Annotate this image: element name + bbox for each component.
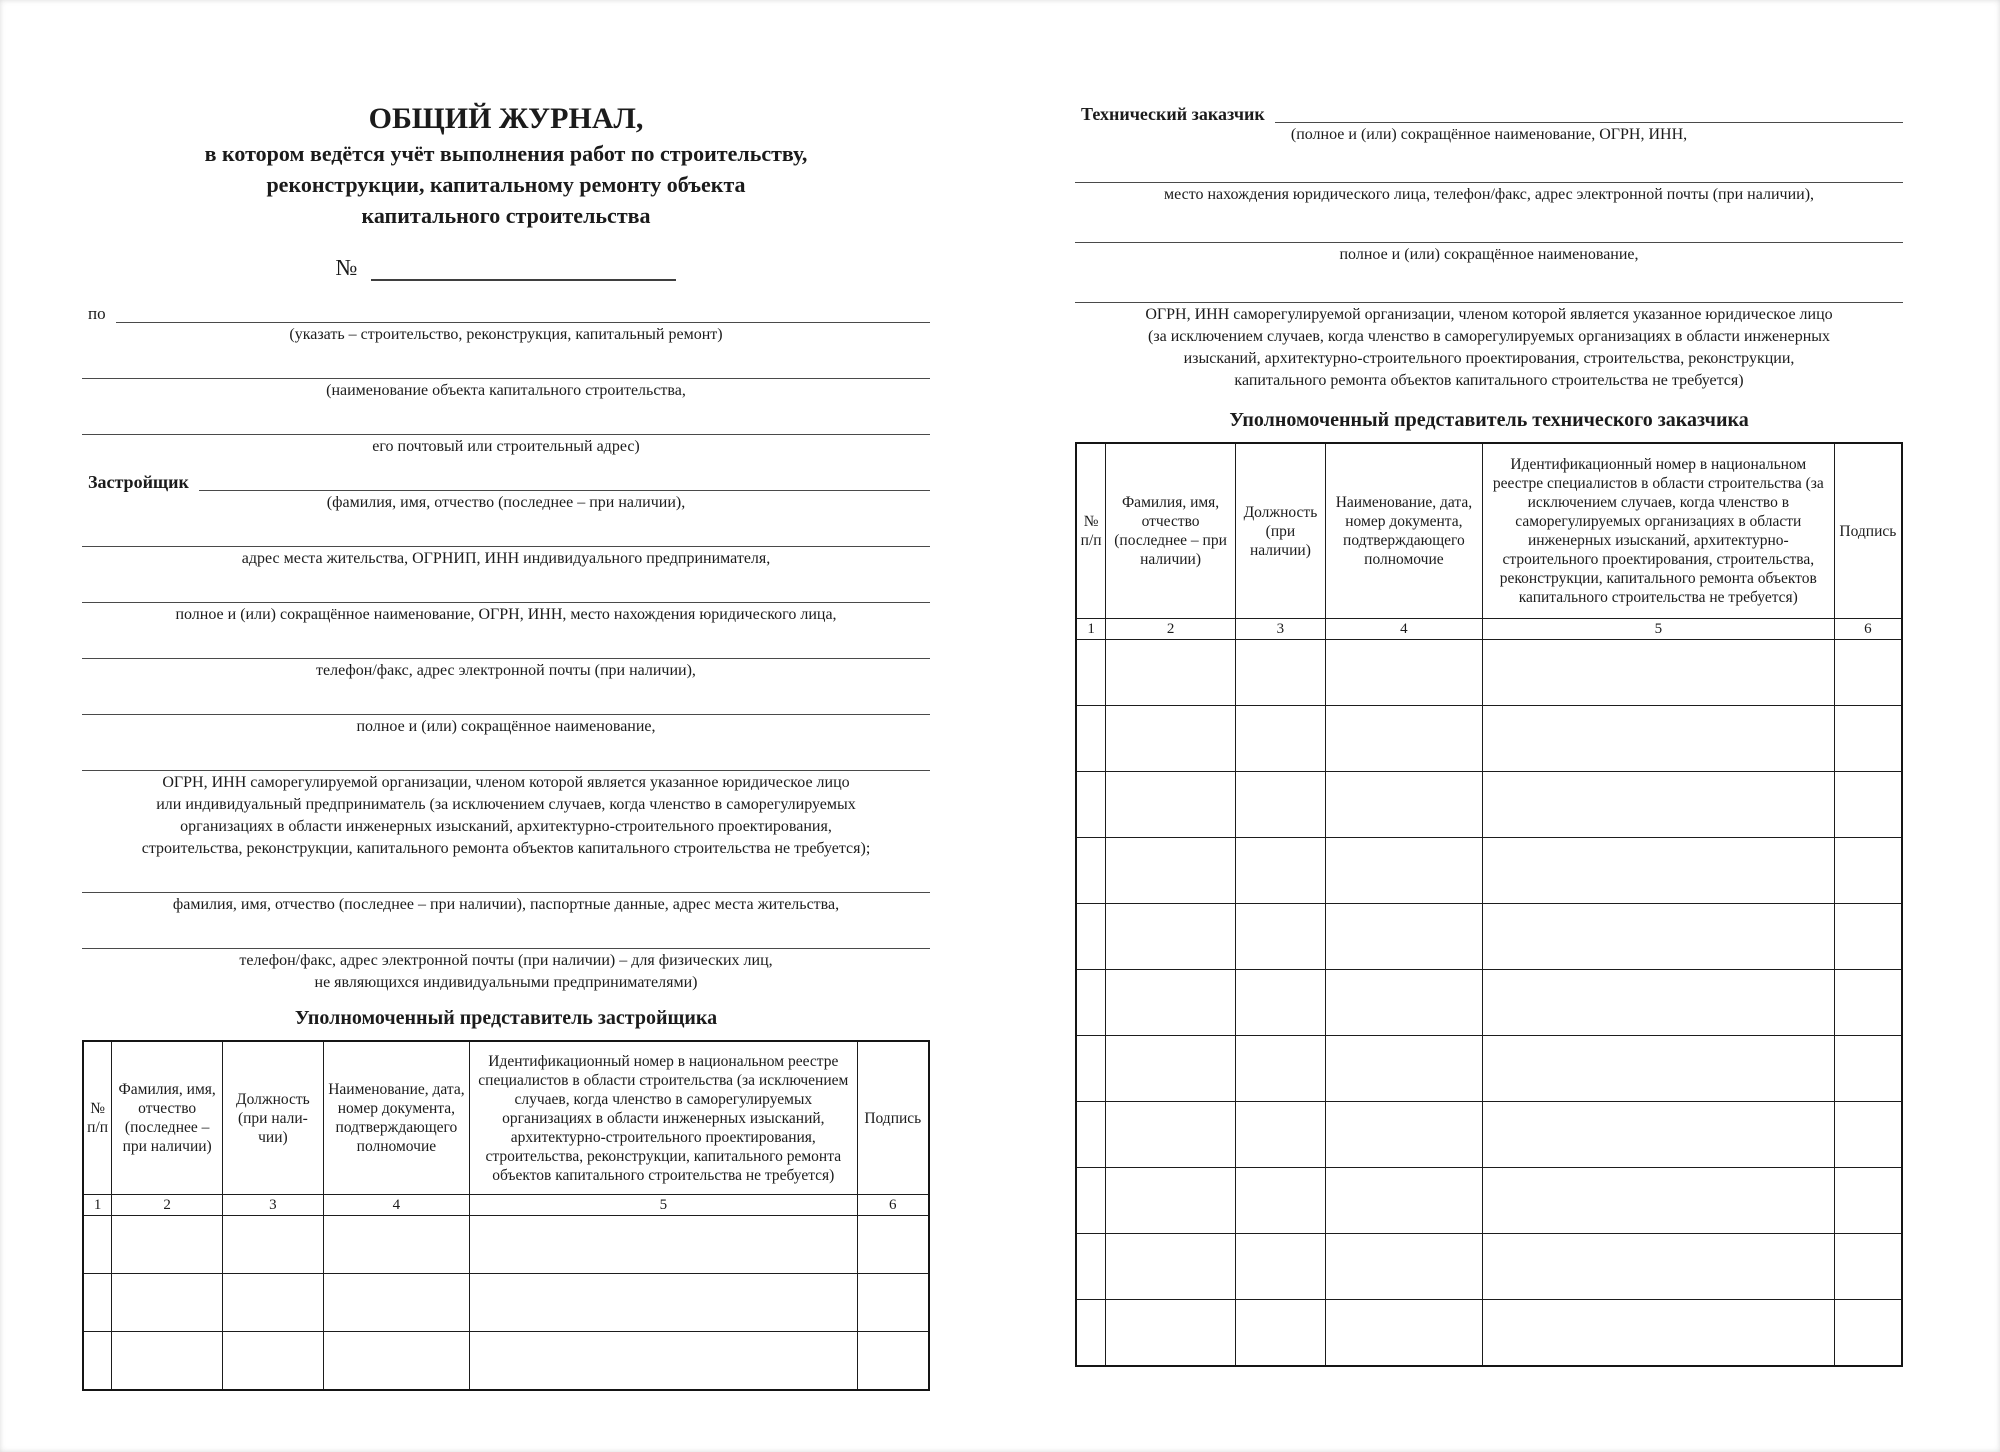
empty-cell[interactable] xyxy=(83,1274,112,1332)
empty-cell[interactable] xyxy=(1325,838,1482,904)
empty-cell[interactable] xyxy=(1235,1036,1325,1102)
empty-cell[interactable] xyxy=(1834,904,1902,970)
empty-cell[interactable] xyxy=(1482,1234,1834,1300)
empty-cell[interactable] xyxy=(1325,706,1482,772)
empty-cell[interactable] xyxy=(1235,904,1325,970)
column-number-cell: 2 xyxy=(112,1195,223,1216)
column-number-cell: 5 xyxy=(1482,619,1834,640)
empty-cell[interactable] xyxy=(112,1216,223,1274)
blank-line[interactable] xyxy=(1075,164,1903,183)
form-field xyxy=(82,359,930,401)
table-row xyxy=(1076,640,1902,706)
empty-cell[interactable] xyxy=(1834,1168,1902,1234)
empty-cell[interactable] xyxy=(1106,772,1236,838)
empty-cell[interactable] xyxy=(1834,1036,1902,1102)
field-caption: ОГРН, ИНН саморегулируемой организации, членом которой является указанное юридическое лицо xyxy=(1145,306,1833,323)
page-left xyxy=(82,100,930,1391)
blank-line[interactable] xyxy=(199,472,930,491)
empty-cell[interactable] xyxy=(1235,640,1325,706)
empty-cell[interactable] xyxy=(223,1274,324,1332)
field-caption: организациях в области инженерных изысканий, архитектурно-строительного проектирования, xyxy=(180,818,832,835)
empty-cell[interactable] xyxy=(1106,1102,1236,1168)
blank-line[interactable] xyxy=(82,528,930,547)
column-number-cell: 4 xyxy=(323,1195,469,1216)
blank-line[interactable] xyxy=(82,696,930,715)
blank-line[interactable] xyxy=(82,360,930,379)
form-field xyxy=(82,695,930,737)
field-caption: или индивидуальный предприниматель (за исключением случаев, когда членство в саморегулируемых xyxy=(156,796,856,813)
blank-line[interactable] xyxy=(1075,284,1903,303)
table-header-cell: Фамилия, имя, отчество (последнее – при наличии) xyxy=(1106,443,1236,619)
field-caption: не являющихся индивидуальными предпринимателями) xyxy=(314,974,698,991)
empty-cell[interactable] xyxy=(1834,706,1902,772)
representatives-heading: Уполномоченный представитель застройщика xyxy=(294,1007,718,1029)
table-header-cell: Идентификационный номер в национальном реестре специалистов в области строительства (за исключением случаев, когда членство в саморегулируемых организациях в области инженерных изысканий, архитектурно-строительного проектирования, строительства, реконструкции, капитального ремонта объектов капитального строительства не требуется) xyxy=(1482,443,1834,619)
journal-number-field xyxy=(82,249,930,281)
empty-cell[interactable] xyxy=(1076,1300,1106,1367)
field-label: Застройщик xyxy=(88,472,189,492)
field-caption: полное и (или) сокращённое наименование, xyxy=(1339,246,1639,263)
title-line: капитального строительства xyxy=(361,203,651,228)
empty-cell[interactable] xyxy=(323,1216,469,1274)
form-field xyxy=(82,873,930,915)
empty-cell[interactable] xyxy=(1482,1036,1834,1102)
empty-cell[interactable] xyxy=(1834,838,1902,904)
field-caption: его почтовый или строительный адрес) xyxy=(372,438,640,455)
field-caption: телефон/факс, адрес электронной почты (при наличии), xyxy=(316,662,696,679)
column-number-cell: 2 xyxy=(1106,619,1236,640)
empty-cell[interactable] xyxy=(857,1274,929,1332)
field-caption: телефон/факс, адрес электронной почты (при наличии) – для физических лиц, xyxy=(239,952,773,969)
empty-cell[interactable] xyxy=(1325,970,1482,1036)
table-row xyxy=(1076,970,1902,1036)
table-header-cell: Идентификационный номер в национальном реестре специалистов в области строительства (за исключением случаев, когда членство в саморегулируемых организациях в области инженерных изысканий, архитектурно-строительного проектирования, строительства, реконструкции, капитального ремонта объектов капитального строительства не требуется) xyxy=(470,1041,857,1195)
form-field xyxy=(82,415,930,457)
table-header-cell: Должность (при нали- чии) xyxy=(223,1041,324,1195)
form-field xyxy=(1075,283,1903,391)
empty-cell[interactable] xyxy=(1834,970,1902,1036)
empty-cell[interactable] xyxy=(1325,1234,1482,1300)
empty-cell[interactable] xyxy=(1235,1168,1325,1234)
field-caption: полное и (или) сокращённое наименование, xyxy=(356,718,656,735)
form-field xyxy=(1075,223,1903,265)
empty-cell[interactable] xyxy=(1325,772,1482,838)
column-number-cell: 6 xyxy=(857,1195,929,1216)
empty-cell[interactable] xyxy=(1106,970,1236,1036)
representatives-table-right xyxy=(1075,442,1903,1367)
field-caption: фамилия, имя, отчество (последнее – при наличии), паспортные данные, адрес места жительства, xyxy=(172,896,840,913)
field-caption: (фамилия, имя, отчество (последнее – при наличии), xyxy=(326,494,686,511)
field-label: Технический заказчик xyxy=(1081,104,1265,124)
blank-line[interactable] xyxy=(82,752,930,771)
field-caption: (за исключением случаев, когда членство в саморегулируемых организациях в области инженерных xyxy=(1147,328,1831,345)
empty-cell[interactable] xyxy=(323,1332,469,1391)
field-caption: (наименование объекта капитального строительства, xyxy=(326,382,686,399)
table-row xyxy=(1076,904,1902,970)
empty-cell[interactable] xyxy=(323,1274,469,1332)
numero-sign: № xyxy=(335,255,358,280)
form-field xyxy=(82,583,930,625)
form-field xyxy=(1075,103,1903,145)
empty-cell[interactable] xyxy=(1076,1234,1106,1300)
empty-cell[interactable] xyxy=(1106,706,1236,772)
form-field xyxy=(82,471,930,513)
table-header-cell: № п/п xyxy=(1076,443,1106,619)
table-row xyxy=(1076,1300,1902,1367)
field-caption: капитального ремонта объектов капитального строительства не требуется) xyxy=(1234,372,1744,389)
representatives-table-left xyxy=(82,1040,930,1391)
empty-cell[interactable] xyxy=(1076,1102,1106,1168)
blank-line[interactable] xyxy=(1075,224,1903,243)
table-header-cell: № п/п xyxy=(83,1041,112,1195)
empty-cell[interactable] xyxy=(1482,706,1834,772)
empty-cell[interactable] xyxy=(1325,640,1482,706)
table-row xyxy=(1076,1102,1902,1168)
table-row xyxy=(1076,772,1902,838)
table-header-cell: Подпись xyxy=(857,1041,929,1195)
empty-cell[interactable] xyxy=(1076,904,1106,970)
blank-line[interactable] xyxy=(82,640,930,659)
table-row xyxy=(1076,838,1902,904)
empty-cell[interactable] xyxy=(1482,1168,1834,1234)
form-field xyxy=(82,751,930,859)
form-field xyxy=(82,303,930,345)
empty-cell[interactable] xyxy=(1325,904,1482,970)
empty-cell[interactable] xyxy=(1325,1300,1482,1367)
field-caption: ОГРН, ИНН саморегулируемой организации, членом которой является указанное юридическое лицо xyxy=(162,774,850,791)
empty-cell[interactable] xyxy=(1235,838,1325,904)
table-row xyxy=(1076,1234,1902,1300)
blank-line[interactable] xyxy=(116,304,930,323)
table-header-cell: Наименование, дата, номер документа, подтверждающего полномочие xyxy=(323,1041,469,1195)
field-label: по xyxy=(88,304,106,323)
empty-cell[interactable] xyxy=(1482,640,1834,706)
empty-cell[interactable] xyxy=(1106,640,1236,706)
empty-cell[interactable] xyxy=(1235,706,1325,772)
table-header-cell: Должность (при наличии) xyxy=(1235,443,1325,619)
table-row xyxy=(1076,1168,1902,1234)
empty-cell[interactable] xyxy=(1325,1102,1482,1168)
column-number-cell: 4 xyxy=(1325,619,1482,640)
empty-cell[interactable] xyxy=(1235,772,1325,838)
field-caption: полное и (или) сокращённое наименование, ОГРН, ИНН, место нахождения юридического лица, xyxy=(175,606,837,623)
table-row xyxy=(83,1216,929,1274)
table-header-cell: Наименование, дата, номер документа, подтверждающего полномочие xyxy=(1325,443,1482,619)
right-form-fields xyxy=(1075,103,1903,391)
form-field xyxy=(82,527,930,569)
empty-cell[interactable] xyxy=(83,1216,112,1274)
representatives-heading: Уполномоченный представитель технического заказчика xyxy=(1229,409,1749,431)
blank-line[interactable] xyxy=(82,584,930,603)
field-caption: адрес места жительства, ОГРНИП, ИНН индивидуального предпринимателя, xyxy=(241,550,771,567)
table-header-cell: Подпись xyxy=(1834,443,1902,619)
table-row xyxy=(83,1274,929,1332)
table-row xyxy=(83,1332,929,1391)
empty-cell[interactable] xyxy=(1834,640,1902,706)
empty-cell[interactable] xyxy=(1076,1168,1106,1234)
empty-cell[interactable] xyxy=(1106,1234,1236,1300)
empty-cell[interactable] xyxy=(1834,1102,1902,1168)
table-row xyxy=(1076,706,1902,772)
empty-cell[interactable] xyxy=(1076,970,1106,1036)
title-line: в котором ведётся учёт выполнения работ по строительству, xyxy=(204,141,808,166)
empty-cell[interactable] xyxy=(470,1216,857,1274)
empty-cell[interactable] xyxy=(1482,1300,1834,1367)
empty-cell[interactable] xyxy=(1482,904,1834,970)
empty-cell[interactable] xyxy=(1482,772,1834,838)
field-caption: место нахождения юридического лица, телефон/факс, адрес электронной почты (при наличии), xyxy=(1163,186,1815,203)
empty-cell[interactable] xyxy=(1834,1300,1902,1367)
empty-cell[interactable] xyxy=(1834,772,1902,838)
title-line: реконструкции, капитальному ремонту объекта xyxy=(266,172,746,197)
empty-cell[interactable] xyxy=(1482,838,1834,904)
empty-cell[interactable] xyxy=(1235,1234,1325,1300)
column-number-cell: 6 xyxy=(1834,619,1902,640)
blank-line[interactable] xyxy=(82,416,930,435)
empty-cell[interactable] xyxy=(223,1216,324,1274)
empty-cell[interactable] xyxy=(1106,1168,1236,1234)
empty-cell[interactable] xyxy=(1076,640,1106,706)
empty-cell[interactable] xyxy=(1076,772,1106,838)
empty-cell[interactable] xyxy=(857,1332,929,1391)
empty-cell[interactable] xyxy=(857,1216,929,1274)
empty-cell[interactable] xyxy=(470,1332,857,1391)
empty-cell[interactable] xyxy=(1235,970,1325,1036)
blank-line[interactable] xyxy=(82,874,930,893)
empty-cell[interactable] xyxy=(1106,904,1236,970)
field-caption: строительства, реконструкции, капитального ремонта объектов капитального строительства не требуется); xyxy=(141,840,871,857)
empty-cell[interactable] xyxy=(470,1274,857,1332)
field-caption: изысканий, архитектурно-строительного проектирования, строительства, реконструкции, xyxy=(1183,350,1795,367)
table-row xyxy=(1076,1036,1902,1102)
empty-cell[interactable] xyxy=(112,1332,223,1391)
blank-line[interactable] xyxy=(82,930,930,949)
left-form-fields xyxy=(82,303,930,993)
field-caption: (полное и (или) сокращённое наименование, ОГРН, ИНН, xyxy=(1290,126,1688,143)
empty-cell[interactable] xyxy=(1325,1168,1482,1234)
form-field xyxy=(82,639,930,681)
empty-cell[interactable] xyxy=(83,1332,112,1391)
empty-cell[interactable] xyxy=(1106,1300,1236,1367)
column-number-cell: 1 xyxy=(83,1195,112,1216)
empty-cell[interactable] xyxy=(112,1274,223,1332)
blank-line[interactable] xyxy=(1275,104,1903,123)
empty-cell[interactable] xyxy=(1235,1102,1325,1168)
empty-cell[interactable] xyxy=(1076,1036,1106,1102)
column-number-cell: 5 xyxy=(470,1195,857,1216)
document-title xyxy=(82,100,930,231)
empty-cell[interactable] xyxy=(1076,706,1106,772)
empty-cell[interactable] xyxy=(223,1332,324,1391)
table-header-cell: Фамилия, имя, отчество (последнее – при наличии) xyxy=(112,1041,223,1195)
column-number-cell: 1 xyxy=(1076,619,1106,640)
title-line: ОБЩИЙ ЖУРНАЛ, xyxy=(368,102,644,135)
empty-cell[interactable] xyxy=(1106,838,1236,904)
empty-cell[interactable] xyxy=(1235,1300,1325,1367)
empty-cell[interactable] xyxy=(1325,1036,1482,1102)
form-field xyxy=(82,929,930,993)
page-right xyxy=(1075,103,1903,1367)
column-number-cell: 3 xyxy=(1235,619,1325,640)
column-number-cell: 3 xyxy=(223,1195,324,1216)
empty-cell[interactable] xyxy=(1482,1102,1834,1168)
field-caption: (указать – строительство, реконструкция, капитальный ремонт) xyxy=(289,326,723,343)
form-field xyxy=(1075,163,1903,205)
empty-cell[interactable] xyxy=(1076,838,1106,904)
empty-cell[interactable] xyxy=(1834,1234,1902,1300)
empty-cell[interactable] xyxy=(1106,1036,1236,1102)
empty-cell[interactable] xyxy=(1482,970,1834,1036)
journal-number-blank[interactable] xyxy=(371,253,676,281)
